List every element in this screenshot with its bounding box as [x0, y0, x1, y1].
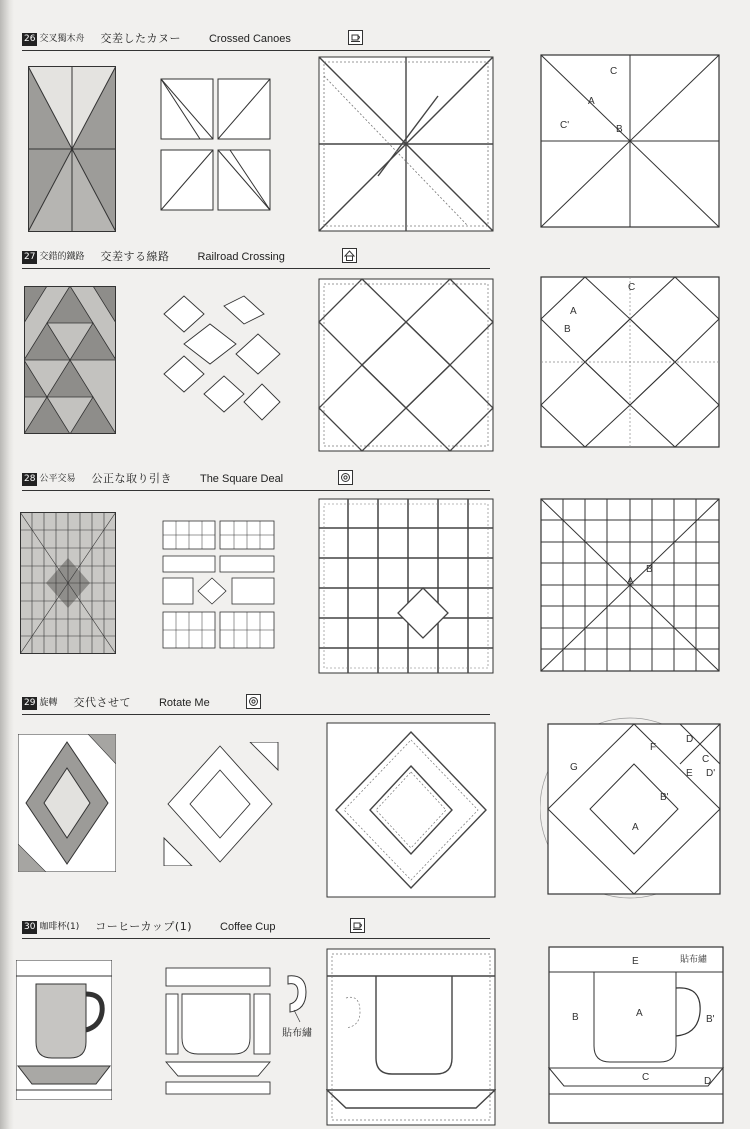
- chinese-title: 旋轉: [39, 698, 58, 708]
- chinese-title: 公平交易: [39, 474, 76, 484]
- piece-label: D: [686, 734, 694, 745]
- block-pieces-diagram: [162, 742, 280, 866]
- chinese-title: 交錯的鐵路: [39, 252, 85, 262]
- page-binding-edge: [0, 0, 14, 1129]
- block-labeled-diagram: [540, 54, 724, 230]
- piece-label: E: [632, 956, 639, 967]
- piece-label: E: [686, 768, 693, 779]
- block-labeled-diagram: [540, 276, 724, 450]
- block-shaded-preview: [24, 286, 116, 434]
- piece-label: B: [646, 564, 653, 575]
- block-template-outline: [326, 722, 496, 898]
- block-labeled-diagram: [540, 716, 730, 902]
- piece-label: B: [572, 1012, 579, 1023]
- piece-label: F: [650, 742, 657, 753]
- piece-label: A: [570, 306, 577, 317]
- block-pieces-diagram: [162, 966, 274, 1096]
- piece-label: B': [706, 1014, 715, 1025]
- house-icon: [342, 248, 357, 263]
- piece-label: C: [628, 282, 636, 293]
- section-header: [22, 246, 490, 269]
- japanese-title: 交代させて: [73, 696, 131, 709]
- piece-label: A: [632, 822, 639, 833]
- piece-label: D': [706, 768, 716, 779]
- piece-label: C: [610, 66, 618, 77]
- pattern-number: 29: [24, 697, 36, 708]
- piece-label: B: [564, 324, 571, 335]
- piece-label: B': [660, 792, 669, 803]
- japanese-title: 交差する線路: [100, 250, 170, 263]
- cup-icon: [348, 30, 363, 45]
- block-template-outline: [318, 56, 494, 232]
- japanese-title: コーヒーカップ(1): [95, 920, 193, 933]
- pattern-number: 28: [24, 473, 36, 484]
- piece-label: C: [702, 754, 710, 765]
- chinese-title: 咖啡杯(1): [39, 922, 80, 932]
- chinese-title: 交叉獨木舟: [39, 34, 85, 44]
- section-header: [22, 468, 490, 491]
- piece-label: 貼布繡: [680, 954, 708, 964]
- piece-label: C: [642, 1072, 650, 1083]
- piece-label: B: [616, 124, 623, 135]
- cup-icon: [350, 918, 365, 933]
- block-template-outline: [318, 498, 494, 674]
- english-title: Rotate Me: [158, 697, 210, 709]
- japanese-title: 交差したカヌー: [100, 32, 181, 45]
- applique-note: [282, 1024, 312, 1039]
- piece-label: A: [636, 1008, 643, 1019]
- pattern-number: 26: [24, 33, 36, 44]
- english-title: The Square Deal: [199, 473, 284, 485]
- block-pieces-diagram: [160, 294, 282, 424]
- piece-label: A: [627, 576, 634, 587]
- japanese-title: 公正な取り引き: [91, 472, 172, 485]
- section-header: [22, 28, 490, 51]
- block-shaded-preview: [20, 512, 116, 654]
- block-shaded-preview: [18, 734, 116, 872]
- block-labeled-diagram: [540, 498, 724, 674]
- piece-label: C': [560, 120, 570, 131]
- piece-label: A: [588, 96, 595, 107]
- section-header: [22, 916, 490, 939]
- block-template-outline: [318, 278, 494, 452]
- block-pieces-diagram: [160, 78, 272, 213]
- block-pieces-diagram: [162, 520, 276, 650]
- applique-label: 貼布繡: [282, 1028, 312, 1039]
- block-template-outline: [326, 948, 496, 1126]
- english-title: Coffee Cup: [220, 921, 276, 933]
- english-title: Railroad Crossing: [197, 251, 285, 263]
- piece-label: D: [704, 1076, 712, 1087]
- spiral-icon: [338, 470, 353, 485]
- piece-label: G: [570, 762, 578, 773]
- english-title: Crossed Canoes: [208, 33, 291, 45]
- pattern-number: 30: [24, 921, 36, 932]
- block-labeled-diagram: [548, 946, 724, 1124]
- block-shaded-preview: [16, 960, 112, 1100]
- spiral-icon: [246, 694, 261, 709]
- pattern-number: 27: [24, 251, 36, 262]
- block-shaded-preview: [28, 66, 116, 232]
